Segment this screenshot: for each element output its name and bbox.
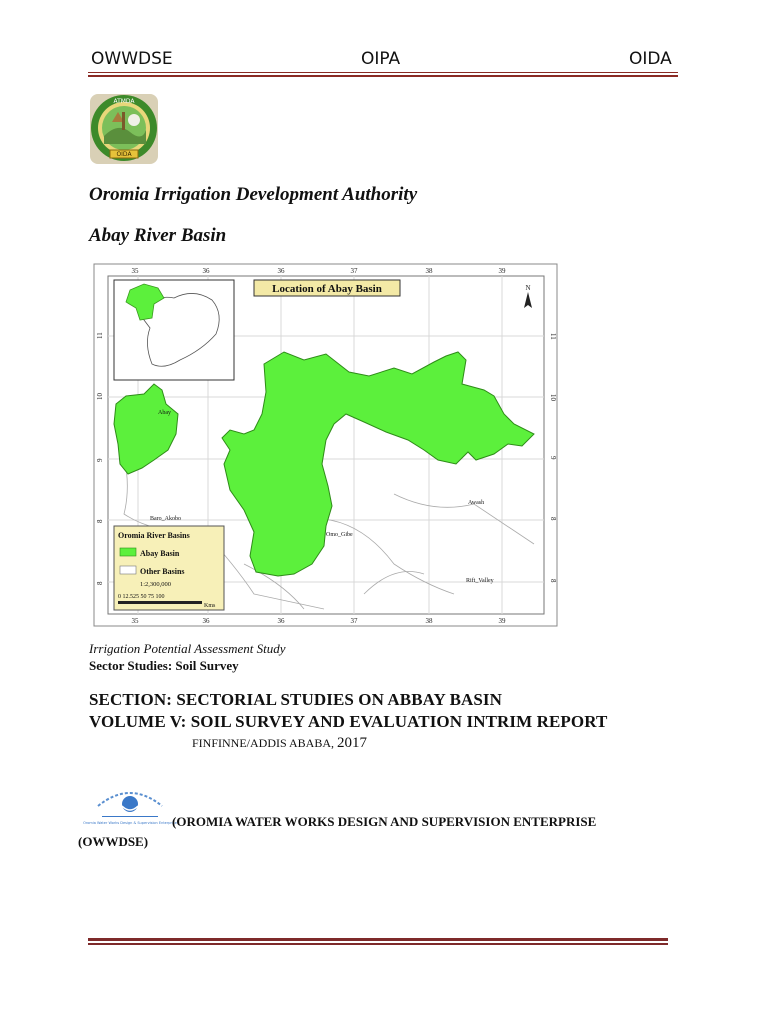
lat-label: 11	[96, 332, 104, 339]
svg-text:36: 36	[277, 617, 285, 625]
svg-text:37: 37	[350, 617, 358, 625]
study-title: Irrigation Potential Assessment Study	[89, 641, 286, 656]
svg-text:38: 38	[425, 617, 433, 625]
year: 2017	[337, 735, 368, 751]
enterprise-name: (OROMIA WATER WORKS DESIGN AND SUPERVISION ENTERPRISE	[172, 814, 597, 829]
svg-text:OIDA: OIDA	[116, 151, 132, 158]
header-left: OWWDSE	[91, 49, 173, 69]
basin-label: Abay	[158, 410, 171, 416]
footer-rule-thin	[88, 943, 668, 945]
lat-label: 10	[96, 393, 104, 400]
svg-text:9: 9	[549, 456, 557, 460]
owwdse-logo	[83, 784, 177, 830]
svg-text:39: 39	[498, 617, 506, 625]
basin-label: Awash	[468, 500, 485, 506]
svg-text:1:2,300,000: 1:2,300,000	[140, 581, 172, 588]
svg-text:8: 8	[549, 517, 557, 521]
lon-label: 37	[350, 267, 358, 275]
lon-label: 39	[498, 267, 506, 275]
map-title: Location of Abay Basin	[272, 283, 382, 295]
footer-rule	[88, 938, 668, 941]
header-center: OIPA	[361, 49, 401, 69]
svg-text:11: 11	[549, 333, 557, 340]
volume-heading: VOLUME V: SOIL SURVEY AND EVALUATION INTRIM REPORT	[89, 712, 608, 731]
lat-label: 9	[96, 458, 104, 462]
place-line	[192, 735, 367, 752]
svg-text:Kms: Kms	[204, 603, 216, 609]
authority-title: Oromia Irrigation Development Authority	[89, 184, 418, 205]
svg-text:Abay Basin: Abay Basin	[140, 549, 180, 558]
svg-text:10: 10	[549, 394, 557, 401]
lon-label: 36	[277, 267, 285, 275]
lon-label: 36	[202, 267, 210, 275]
enterprise-abbrev: (OWWDSE)	[78, 834, 149, 849]
basin-label: Baro_Akobo	[150, 516, 181, 522]
study-subtitle: Sector Studies: Soil Survey	[89, 658, 239, 673]
lon-label: 35	[131, 267, 139, 275]
svg-text:N: N	[525, 284, 531, 292]
svg-text:Other Basins: Other Basins	[140, 567, 185, 576]
svg-text:ATMDA: ATMDA	[113, 98, 135, 105]
place: FINFINNE/ADDIS ABABA,	[192, 736, 335, 750]
lat-label: 8	[96, 581, 104, 585]
svg-text:Oromia Water Works Design & Su: Oromia Water Works Design & Supervision Enterprise	[83, 821, 177, 825]
section-heading: SECTION: SECTORIAL STUDIES ON ABBAY BASIN	[89, 690, 503, 709]
svg-text:8: 8	[549, 579, 557, 583]
svg-text:36: 36	[202, 617, 210, 625]
header-rule-thick	[88, 75, 678, 77]
lat-label: 8	[96, 519, 104, 523]
basin-label: Omo_Gibe	[326, 532, 353, 538]
svg-text:0 12.525 50 75 100: 0 12.525 50 75 100	[118, 594, 165, 600]
oida-seal-logo	[88, 92, 160, 166]
svg-text:Oromia River Basins: Oromia River Basins	[118, 531, 190, 540]
basin-title: Abay River Basin	[89, 225, 227, 246]
header-right: OIDA	[629, 49, 672, 69]
header-rule	[88, 72, 678, 73]
basin-label: Rift_Valley	[466, 578, 494, 584]
location-map	[94, 264, 557, 626]
lon-label: 38	[425, 267, 433, 275]
map-legend	[114, 526, 224, 610]
svg-text:35: 35	[131, 617, 139, 625]
